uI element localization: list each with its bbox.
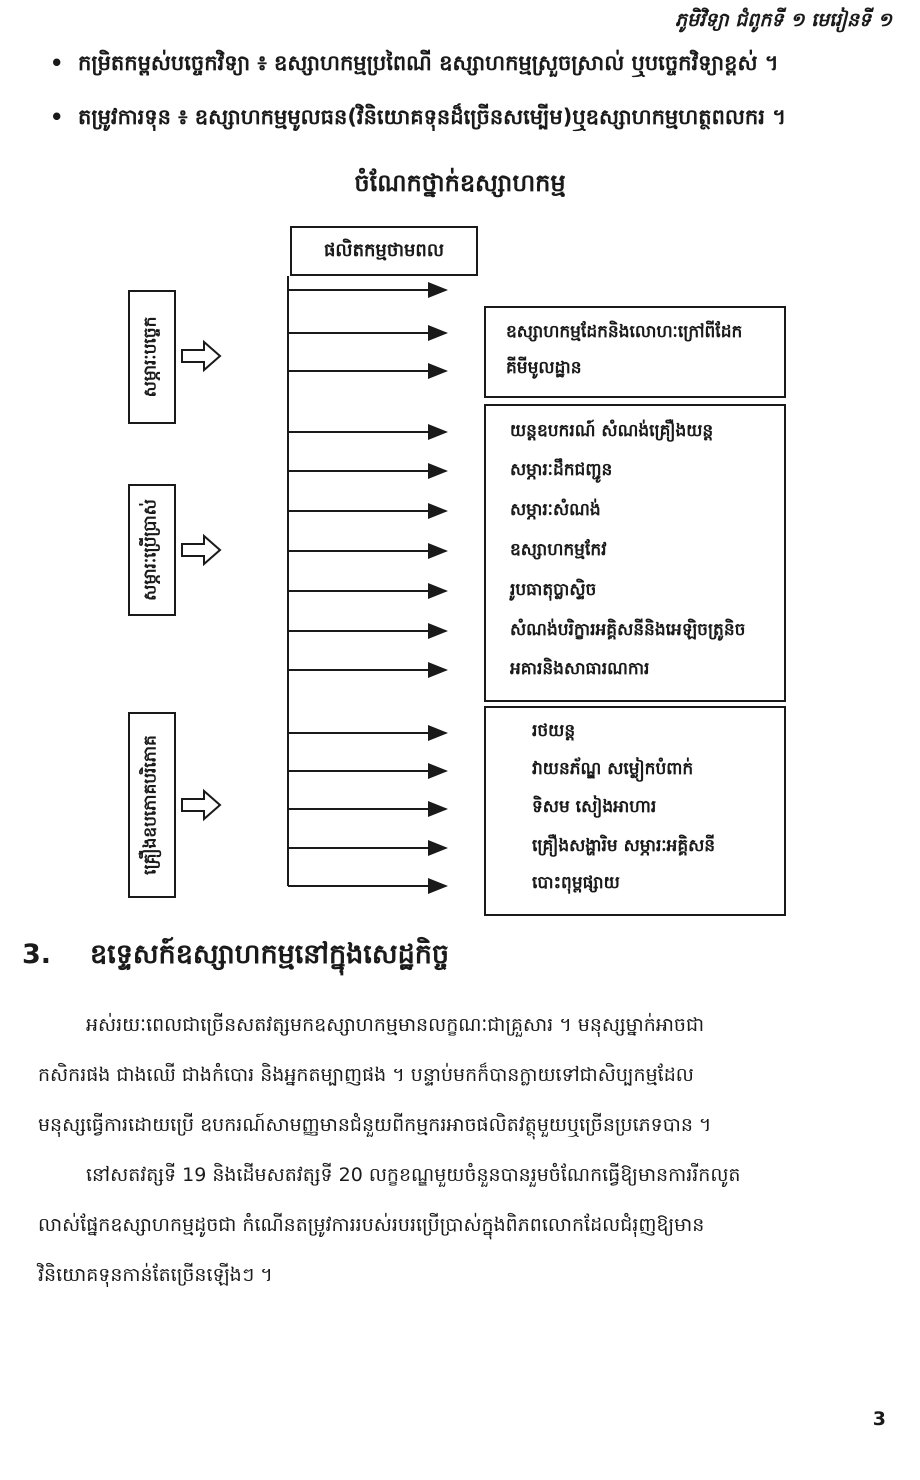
paragraph-line: កសិករផង ជាងឈើ ជាងកំបោរ និងអ្នកតម្បាញផង ។ បន្ទាប់មកក៏បានក្លាយទៅជាសិប្បកម្មដែល [38,1064,694,1086]
paragraph-line: លាស់ផ្នែកឧស្សាហកម្មដូចជា កំណើនតម្រូវការរបស់របរប្រើប្រាស់ក្នុងពិភពលោកដែលជំរុញឱ្យមាន [38,1214,705,1236]
side-label-box [128,484,176,616]
side-label-box [128,290,176,424]
running-header: ភូមិវិទ្យា ជំពូកទី ១ មេរៀនទី ១ [674,9,892,31]
bullet-dot: • [50,105,64,129]
section-heading [22,938,449,977]
category-item: អគារនិងសាធារណការ [510,659,650,679]
category-item: ទិសម សៀងអាហារ [532,797,657,817]
paragraph-line: អស់រយៈពេលជាច្រើនសតវត្សមកឧស្សាហកម្មមានលក្ខណៈជាគ្រួសារ ។ មនុស្សម្នាក់អាចជា [86,1014,705,1036]
category-item: រូបធាតុប្លាស្ទិច [510,580,597,600]
page-number: 3 [872,1408,886,1430]
category-item: ឧស្សាហកម្មដែកនិងលោហៈក្រៅពីដែក [506,322,743,342]
category-item: វាយនភ័ណ្ឌ សម្លៀកបំពាក់ [532,759,694,779]
side-label-consumer: គ្រឿងឧបភោគបរិភោគ [140,735,161,875]
paragraph-line: វិនិយោគទុនកាន់តែច្រើនឡើងៗ ។ [38,1264,273,1286]
category-item: សម្ភារៈដឹកជញ្ជូន [510,460,613,480]
paragraph-line: មនុស្សធ្វើការដោយប្រើ ឧបករណ៍សាមញ្ញមានជំនួយពីកម្មករអាចផលិតវត្ថុមួយឬច្រើនប្រភេទបាន ។ [38,1114,712,1136]
category-item: យន្តឧបករណ៍ សំណង់គ្រឿងយន្ត [510,421,714,441]
hollow-arrow [182,342,220,370]
side-label-technical: សម្ភារៈបច្ចេក [140,316,161,398]
paragraph-line: នៅសតវត្សទី 19 និងដើមសតវត្សទី 20 លក្ខខណ្ឌមួយចំនួនបានរួមចំណែកធ្វើឱ្យមានការរីកលូត [86,1164,741,1186]
category-item: គ្រឿងសង្ហារិម សម្ភារៈអគ្គិសនី [532,836,716,856]
section-number: 3. [22,939,52,970]
energy-production-box: ផលិតកម្មថាមពល [290,226,478,276]
branch-arrows [288,290,446,886]
category-item: សម្ភារៈសំណង់ [510,500,601,520]
category-item: បោះពុម្ពផ្សាយ [532,873,620,893]
hollow-arrows [182,342,220,819]
category-item: គីមីមូលដ្ឋាន [506,358,582,378]
bullet-dot: • [50,51,64,75]
category-item: រថយន្ត [532,721,576,741]
category-item: ឧស្សាហកម្មកែវ [510,540,607,560]
side-label-equipment: សម្ភារៈប្រើប្រាស់ [140,499,161,601]
category-group-box [484,306,786,398]
category-item: សំណង់បរិក្ខារអគ្គិសនីនិងអេឡិចត្រូនិច [510,620,746,640]
diagram-title: ចំណែកថ្នាក់ឧស្សាហកម្ម [354,169,566,197]
bullet-text: តម្រូវការទុន ៖ ឧស្សាហកម្មមូលធន(វិនិយោគទុនដ៏ច្រើនសម្បើម)ឬឧស្សាហកម្មហត្ថពលករ ។ [78,105,787,129]
hollow-arrow [182,791,220,819]
hollow-arrow [182,536,220,564]
section-title: ឧទ្ទេសក៍ឧស្សាហកម្មនៅក្នុងសេដ្ឋកិច្ច [90,939,449,970]
bullet-text: កម្រិតកម្ពស់បច្ចេកវិទ្យា ៖ ឧស្សាហកម្មប្រពៃណី ឧស្សាហកម្មស្រួចស្រាល់ ឬបច្ចេកវិទ្យាខ្ពស់ ។ [78,51,779,75]
side-label-box [128,712,176,898]
